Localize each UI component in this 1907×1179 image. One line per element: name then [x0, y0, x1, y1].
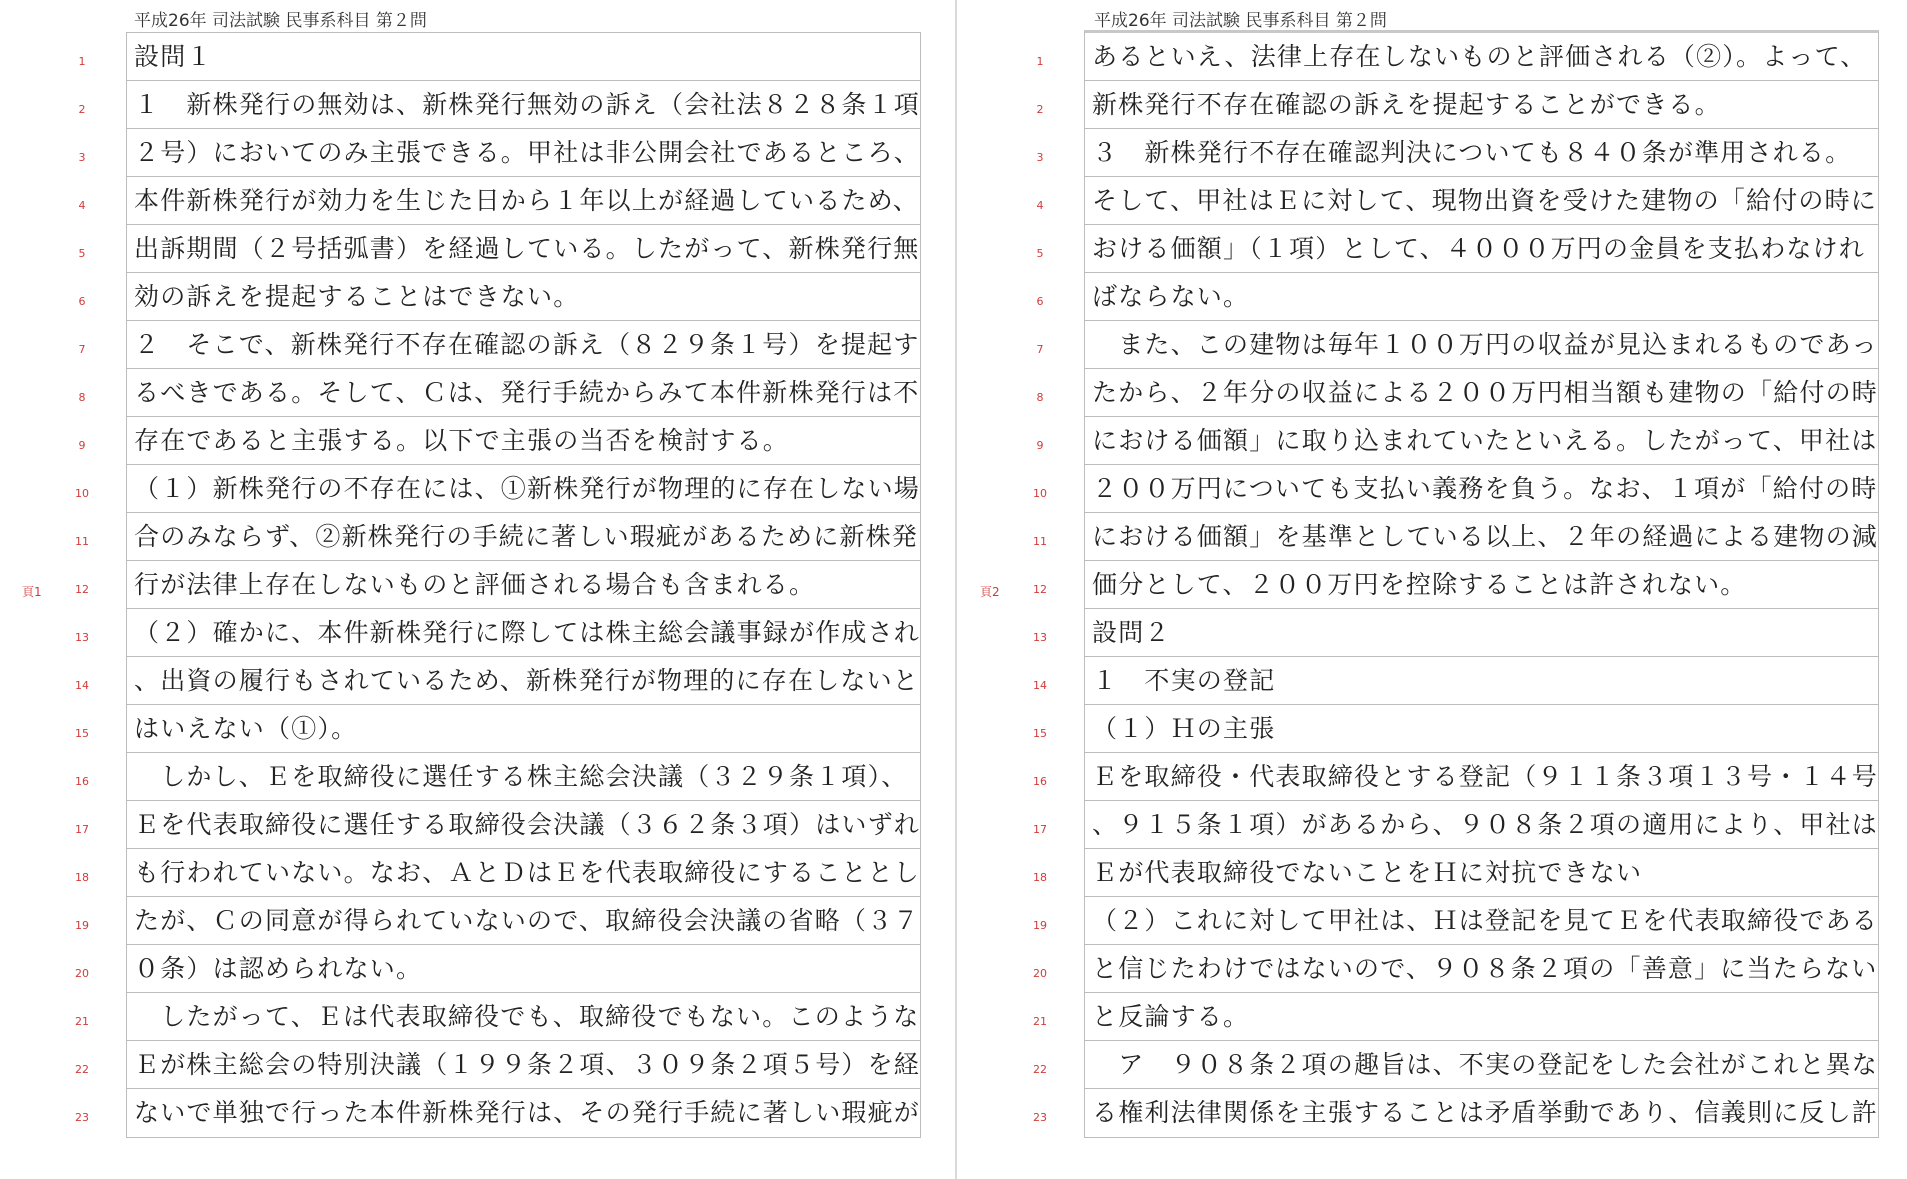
text-line: ３ 新株発行不存在確認判決についても８４０条が準用される。: [1085, 129, 1878, 177]
line-number-column: [62, 32, 102, 1136]
line-number: 3: [78, 151, 86, 164]
text-line: Ｅを取締役・代表取締役とする登記（９１１条３項１３号・１４号: [1085, 753, 1878, 801]
line-number: 11: [1033, 535, 1047, 548]
line-number: 8: [78, 391, 86, 404]
text-line: る権利法律関係を主張することは矛盾挙動であり、信義則に反し許: [1092, 1098, 1878, 1127]
line-number: 23: [1033, 1111, 1047, 1124]
page-divider: [955, 0, 957, 1179]
line-number: 17: [1033, 823, 1047, 836]
text-line: たから、２年分の収益による２００万円相当額も建物の「給付の時: [1085, 369, 1878, 417]
page-label: 頁2: [980, 585, 1000, 599]
line-number: 10: [75, 487, 89, 500]
text-line: 設問１: [127, 33, 920, 81]
line-number: 2: [1036, 103, 1044, 116]
line-number: 23: [75, 1111, 89, 1124]
line-number: 1: [1036, 55, 1044, 68]
line-number: 9: [78, 439, 86, 452]
text-line: 本件新株発行が効力を生じた日から１年以上が経過しているため、: [127, 177, 920, 225]
line-number: 17: [75, 823, 89, 836]
line-number: 19: [75, 919, 89, 932]
text-line: あるといえ、法律上存在しないものと評価される（②）。よって、: [1085, 33, 1878, 81]
text-line: と信じたわけではないので、９０８条２項の「善意」に当たらない: [1085, 945, 1878, 993]
line-number: 5: [1036, 247, 1044, 260]
text-line: Ｅを代表取締役に選任する取締役会決議（３６２条３項）はいずれ: [127, 801, 920, 849]
line-number: 6: [1036, 295, 1044, 308]
text-line: おける価額」（１項）として、４０００万円の金員を支払わなけれ: [1085, 225, 1878, 273]
text-line: １ 新株発行の無効は、新株発行無効の訴え（会社法８２８条１項: [127, 81, 920, 129]
line-number: 6: [78, 295, 86, 308]
left-page: [0, 0, 940, 1179]
text-line: 新株発行不存在確認の訴えを提起することができる。: [1085, 81, 1878, 129]
line-number: 18: [75, 871, 89, 884]
text-line: における価額」に取り込まれていたといえる。したがって、甲社は: [1085, 417, 1878, 465]
line-number: 10: [1033, 487, 1047, 500]
text-line: るべきである。そして、Ｃは、発行手続からみて本件新株発行は不: [127, 369, 920, 417]
text-line: 、９１５条１項）があるから、９０８条２項の適用により、甲社は: [1085, 801, 1878, 849]
line-number: 20: [75, 967, 89, 980]
line-number: 4: [78, 199, 86, 212]
text-line: 合のみならず、②新株発行の手続に著しい瑕疵があるために新株発: [127, 513, 920, 561]
text-line: また、この建物は毎年１００万円の収益が見込まれるものであっ: [1085, 321, 1878, 369]
page-label: 頁1: [22, 585, 42, 599]
line-number: 7: [78, 343, 86, 356]
line-number-column: [1020, 32, 1060, 1136]
text-line: しかし、Ｅを取締役に選任する株主総会決議（３２９条１項）、: [127, 753, 920, 801]
line-number: 11: [75, 535, 89, 548]
text-line: と反論する。: [1085, 993, 1878, 1041]
text-line: 、出資の履行もされているため、新株発行が物理的に存在しないと: [127, 657, 920, 705]
line-number: 13: [75, 631, 89, 644]
line-number: 20: [1033, 967, 1047, 980]
text-line: ア ９０８条２項の趣旨は、不実の登記をした会社がこれと異な: [1085, 1041, 1878, 1089]
text-line: たが、Ｃの同意が得られていないので、取締役会決議の省略（３７: [127, 897, 920, 945]
text-line: （１）新株発行の不存在には、①新株発行が物理的に存在しない場: [127, 465, 920, 513]
text-line: 存在であると主張する。以下で主張の当否を検討する。: [127, 417, 920, 465]
line-number: 19: [1033, 919, 1047, 932]
line-number: 5: [78, 247, 86, 260]
text-line: そして、甲社はＥに対して、現物出資を受けた建物の「給付の時に: [1085, 177, 1878, 225]
line-number: 12: [75, 583, 89, 596]
line-number: 8: [1036, 391, 1044, 404]
text-line: （１）Ｈの主張: [1085, 705, 1878, 753]
text-line: 行が法律上存在しないものと評価される場合も含まれる。: [127, 561, 920, 609]
right-page: [968, 0, 1907, 1179]
text-line: 出訴期間（２号括弧書）を経過している。したがって、新株発行無: [127, 225, 920, 273]
text-line: したがって、Ｅは代表取締役でも、取締役でもない。このような: [127, 993, 920, 1041]
text-line: １ 不実の登記: [1085, 657, 1878, 705]
line-number: 4: [1036, 199, 1044, 212]
line-number: 14: [75, 679, 89, 692]
text-line: における価額」を基準としている以上、２年の経過による建物の減: [1085, 513, 1878, 561]
text-line: ０条）は認められない。: [127, 945, 920, 993]
text-line: 価分として、２００万円を控除することは許されない。: [1085, 561, 1878, 609]
text-line: （２）確かに、本件新株発行に際しては株主総会議事録が作成され: [127, 609, 920, 657]
text-line: （２）これに対して甲社は、Ｈは登記を見てＥを代表取締役である: [1085, 897, 1878, 945]
text-line: ばならない。: [1085, 273, 1878, 321]
line-number: 14: [1033, 679, 1047, 692]
manuscript-grid: [126, 32, 921, 1138]
text-line: ２ そこで、新株発行不存在確認の訴え（８２９条１号）を提起す: [127, 321, 920, 369]
line-number: 15: [1033, 727, 1047, 740]
line-number: 12: [1033, 583, 1047, 596]
text-line: ２号）においてのみ主張できる。甲社は非公開会社であるところ、: [127, 129, 920, 177]
line-number: 21: [1033, 1015, 1047, 1028]
line-number: 7: [1036, 343, 1044, 356]
page-header: 平成26年 司法試験 民事系科目 第２問: [134, 11, 427, 31]
line-number: 22: [75, 1063, 89, 1076]
line-number: 16: [75, 775, 89, 788]
line-number: 22: [1033, 1063, 1047, 1076]
text-line: 設問２: [1085, 609, 1878, 657]
line-number: 3: [1036, 151, 1044, 164]
text-line: も行われていない。なお、ＡとＤはＥを代表取締役にすることとし: [127, 849, 920, 897]
text-line: はいえない（①）。: [127, 705, 920, 753]
text-line: Ｅが代表取締役でないことをＨに対抗できない: [1085, 849, 1878, 897]
text-line: Ｅが株主総会の特別決議（１９９条２項、３０９条２項５号）を経: [127, 1041, 920, 1089]
text-line: 効の訴えを提起することはできない。: [127, 273, 920, 321]
page-header: 平成26年 司法試験 民事系科目 第２問: [1094, 11, 1387, 31]
text-line: ないで単独で行った本件新株発行は、その発行手続に著しい瑕疵が: [134, 1098, 920, 1127]
line-number: 18: [1033, 871, 1047, 884]
text-line: ２００万円についても支払い義務を負う。なお、１項が「給付の時: [1085, 465, 1878, 513]
line-number: 21: [75, 1015, 89, 1028]
line-number: 15: [75, 727, 89, 740]
line-number: 16: [1033, 775, 1047, 788]
line-number: 9: [1036, 439, 1044, 452]
line-number: 13: [1033, 631, 1047, 644]
line-number: 2: [78, 103, 86, 116]
line-number: 1: [78, 55, 86, 68]
manuscript-grid: [1084, 30, 1879, 1138]
